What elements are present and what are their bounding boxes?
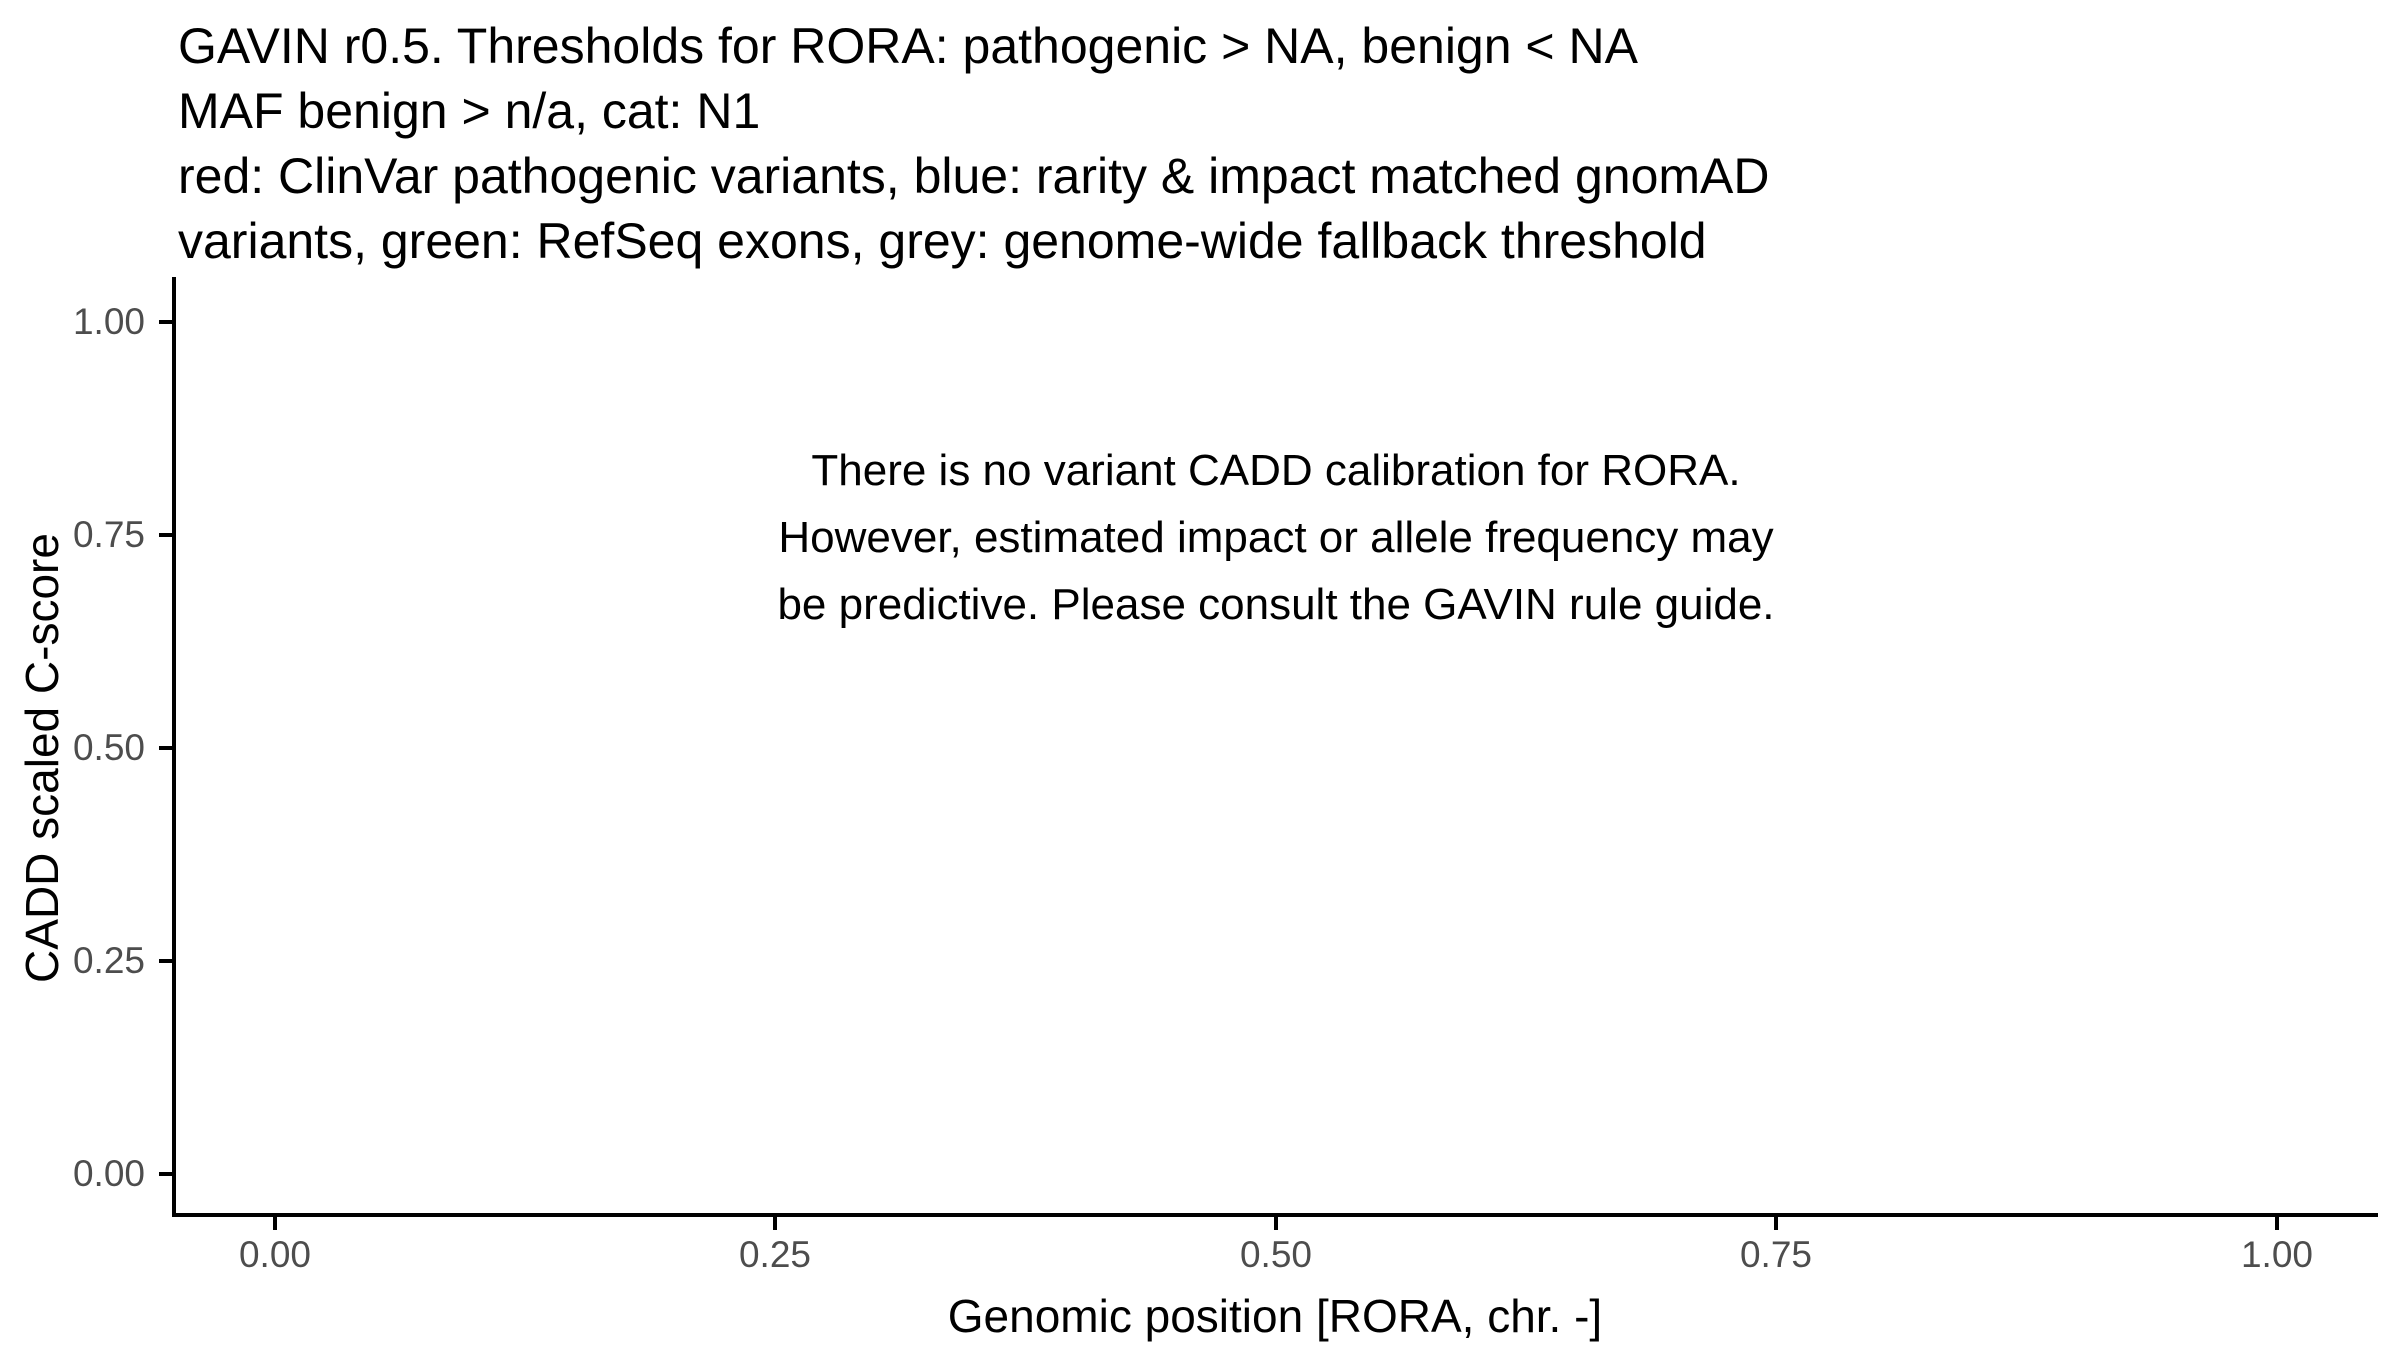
y-axis-line: [172, 277, 176, 1217]
plot-title-line-2: MAF benign > n/a, cat: N1: [178, 83, 761, 139]
y-axis-tick-label: 0.50: [72, 727, 145, 768]
x-axis-tick-mark: [773, 1217, 777, 1230]
x-axis-tick-mark: [2275, 1217, 2279, 1230]
x-axis-tick-mark: [1774, 1217, 1778, 1230]
y-axis-tick-mark: [159, 959, 172, 963]
plot-title-line-4: variants, green: RefSeq exons, grey: genome-wide fallback threshold: [178, 213, 1707, 269]
y-axis-tick-mark: [159, 746, 172, 750]
x-axis-tick-label: 0.50: [1239, 1234, 1312, 1275]
x-axis-tick-label: 1.00: [2240, 1234, 2313, 1275]
y-axis-tick-mark: [159, 320, 172, 324]
x-axis-tick-mark: [273, 1217, 277, 1230]
x-axis-tick-label: 0.75: [1739, 1234, 1812, 1275]
annotation-line-3: be predictive. Please consult the GAVIN rule guide.: [777, 580, 1775, 629]
y-axis-title: CADD scaled C-score: [16, 533, 68, 983]
x-axis-tick-label: 0.00: [238, 1234, 311, 1275]
y-axis-tick-label: 0.25: [72, 940, 145, 981]
annotation-line-2: However, estimated impact or allele frequency may: [778, 513, 1774, 562]
plot-annotation: [174, 437, 2378, 638]
y-axis-tick-mark: [159, 533, 172, 537]
y-axis-tick-mark: [159, 1172, 172, 1176]
plot-title: [178, 14, 1769, 274]
y-axis-tick-label: 1.00: [72, 301, 145, 342]
y-axis-tick-label: 0.00: [72, 1153, 145, 1194]
x-axis-tick-mark: [1274, 1217, 1278, 1230]
x-axis-tick-label: 0.25: [738, 1234, 811, 1275]
plot-title-line-1: GAVIN r0.5. Thresholds for RORA: pathogenic > NA, benign < NA: [178, 18, 1638, 74]
plot-title-line-3: red: ClinVar pathogenic variants, blue: rarity & impact matched gnomAD: [178, 148, 1770, 204]
x-axis-title: Genomic position [RORA, chr. -]: [947, 1290, 1603, 1342]
plot-panel: [172, 277, 2378, 1217]
y-axis-tick-label: 0.75: [72, 514, 145, 555]
annotation-line-1: There is no variant CADD calibration for RORA.: [811, 446, 1741, 495]
